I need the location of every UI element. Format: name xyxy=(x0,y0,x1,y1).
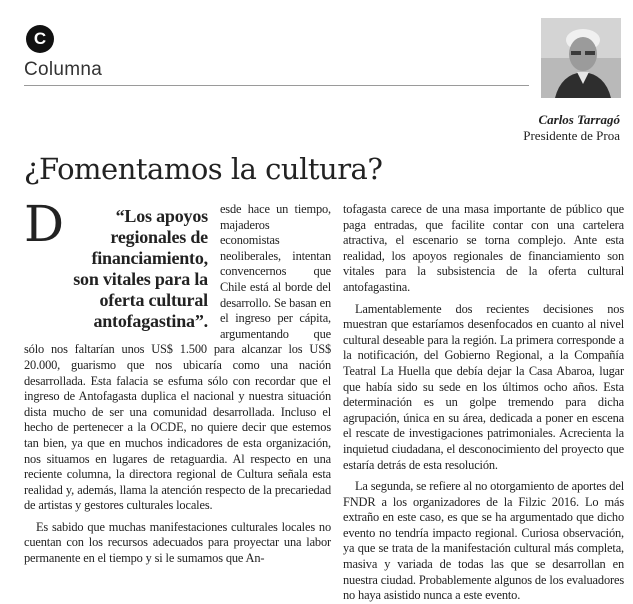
drop-cap: D xyxy=(24,195,64,253)
author-portrait-icon xyxy=(541,18,621,98)
article-paragraph: La segunda, se refiere al no otorgamiento de aportes del FNDR a los organizadores de la Filzic 2016. Lo más extraño en este caso, es que se ha argumentado que dicho evento no tendría impacto regional. Curiosa observación, ya que se trata de la manifestación cultural más completa, masiva y variada de todas las que se desarrollan en nuestra ciudad. Probablemente algunos de los evaluadores no haya asistido nunca a este evento. xyxy=(343,479,624,603)
article-column-left xyxy=(24,195,331,566)
column-badge-icon: C xyxy=(26,25,54,53)
author-name: Carlos Tarragó xyxy=(538,112,620,127)
article-paragraph: tofagasta carece de una masa importante de público que paga entradas, que facilite contar con una cartelera atractiva, el escenario se torna complejo. Ante esta realidad, los apoyos regionales de financiamiento son vitales para la subsistencia de la oferta cultural antofagastina. xyxy=(343,202,624,294)
article-paragraph: Lamentablemente dos recientes decisiones nos muestran que estaríamos desenfocados en cuanto al nivel cultural deseable para la región. La primera corresponde a la notificación, del Gobierno Regional, a la Compañía Teatral La Huella que debía dejar la Casa Abaroa, lugar que había sido su sede en los últimos ocho años. Esta determinación es un golpe tremendo para dicha agrupación, única en su área, dedicada a poner en escena el rescate de investigaciones patrimoniales. Acrecienta la inquietud ciudadana, el desconocimiento del proyecto que estaría detrás de esta resolución. xyxy=(343,301,624,472)
section-label: Columna xyxy=(24,59,103,80)
author-byline xyxy=(523,112,620,144)
article-paragraph: esde hace un tiempo, majaderos economistas neoliberales, intentan convencernos que Chile está al borde del desarrollo. Se basan en el ingreso per cápita, argumentando que sólo nos faltarían unos US$ 1.500 para alcanzar los US$ 20.000, guarismo que nos ubicaría como una nación desarrollada. Esta falacia se esfuma sólo con recordar que el ingreso de Antofagasta duplica el nacional y nuestra situación dista mucho de ser una comunidad desarrollada. Incluso el hecho de pertenecer a la OCDE, no quiere decir que estemos tan bien, ya que en muchos indicadores de esta organización, nos situamos en lugares de retaguardia. Al respecto en una reciente columna, la directora regional de Cultura señala esta realidad y, además, llama la atención respecto de la precariedad de artistas y gestores culturales locales. xyxy=(24,202,331,513)
article-title: ¿Fomentamos la cultura? xyxy=(24,152,383,186)
article-column-right xyxy=(343,202,624,604)
author-role: Presidente de Proa xyxy=(523,128,620,143)
author-photo xyxy=(541,18,621,98)
header-divider xyxy=(24,85,529,86)
article-paragraph: Es sabido que muchas manifestaciones culturales locales no cuentan con los recursos adecuados para proyectar una labor permanente en el tiempo y si le sumamos que An- xyxy=(24,519,331,566)
pull-quote: “Los apoyos regionales de financiamiento, son vitales para la oferta cultural antofagastina”. xyxy=(73,206,208,331)
